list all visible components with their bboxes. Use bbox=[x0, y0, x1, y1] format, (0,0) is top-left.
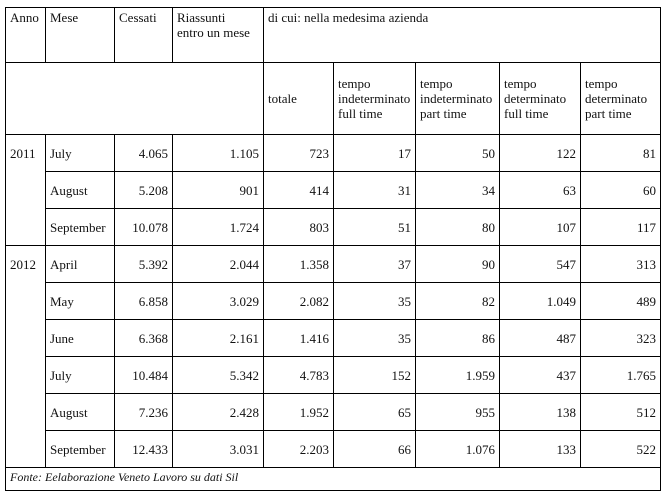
cell-anno bbox=[6, 320, 46, 357]
cell-mese: August bbox=[46, 394, 115, 431]
cell-mese: August bbox=[46, 172, 115, 209]
header-sub-3-line3: full time bbox=[504, 106, 549, 121]
cell-anno bbox=[6, 209, 46, 246]
header-sub-1-line1: tempo bbox=[338, 76, 371, 91]
cell-ind_full: 31 bbox=[334, 172, 416, 209]
cell-totale: 1.358 bbox=[264, 246, 334, 283]
cell-det_full: 107 bbox=[500, 209, 581, 246]
cell-ind_full: 17 bbox=[334, 135, 416, 172]
header-sub-1-line2: indeterminato bbox=[338, 91, 411, 106]
cell-ind_part: 50 bbox=[416, 135, 500, 172]
cell-anno bbox=[6, 431, 46, 468]
cell-riassunti: 2.044 bbox=[173, 246, 264, 283]
cell-ind_full: 37 bbox=[334, 246, 416, 283]
cell-det_part: 1.765 bbox=[581, 357, 661, 394]
cell-anno bbox=[6, 172, 46, 209]
cell-det_full: 133 bbox=[500, 431, 581, 468]
cell-cessati: 12.433 bbox=[115, 431, 173, 468]
cell-anno: 2012 bbox=[6, 246, 46, 283]
cell-mese: September bbox=[46, 431, 115, 468]
cell-cessati: 6.368 bbox=[115, 320, 173, 357]
cell-totale: 414 bbox=[264, 172, 334, 209]
cell-totale: 2.203 bbox=[264, 431, 334, 468]
cell-riassunti: 901 bbox=[173, 172, 264, 209]
cell-det_full: 1.049 bbox=[500, 283, 581, 320]
cell-det_part: 60 bbox=[581, 172, 661, 209]
header-row-2 bbox=[6, 63, 661, 135]
cell-det_part: 489 bbox=[581, 283, 661, 320]
header-sub-2 bbox=[416, 63, 500, 135]
header-sub-2-line2: indeterminato bbox=[420, 91, 493, 106]
cell-ind_full: 51 bbox=[334, 209, 416, 246]
cell-mese: July bbox=[46, 135, 115, 172]
cell-det_full: 547 bbox=[500, 246, 581, 283]
cell-riassunti: 5.342 bbox=[173, 357, 264, 394]
cell-ind_part: 80 bbox=[416, 209, 500, 246]
cell-det_full: 138 bbox=[500, 394, 581, 431]
cell-riassunti: 3.031 bbox=[173, 431, 264, 468]
header-riassunti-line2: entro un mese bbox=[177, 25, 250, 40]
cell-riassunti: 2.161 bbox=[173, 320, 264, 357]
cell-det_full: 63 bbox=[500, 172, 581, 209]
header-cessati: Cessati bbox=[115, 8, 173, 63]
header-riassunti bbox=[173, 8, 264, 63]
cell-det_part: 512 bbox=[581, 394, 661, 431]
cell-ind_full: 65 bbox=[334, 394, 416, 431]
header-riassunti-line1: Riassunti bbox=[177, 10, 226, 25]
cell-totale: 4.783 bbox=[264, 357, 334, 394]
header-sub-4-line1: tempo bbox=[585, 76, 618, 91]
header-row-1 bbox=[6, 8, 661, 63]
cell-totale: 803 bbox=[264, 209, 334, 246]
table-row bbox=[6, 394, 661, 431]
cell-anno bbox=[6, 394, 46, 431]
cell-ind_part: 86 bbox=[416, 320, 500, 357]
header-sub-2-line3: part time bbox=[420, 106, 467, 121]
header-sub-4 bbox=[581, 63, 661, 135]
cell-cessati: 5.392 bbox=[115, 246, 173, 283]
table-row bbox=[6, 209, 661, 246]
cell-anno bbox=[6, 357, 46, 394]
table-row bbox=[6, 431, 661, 468]
header-sub-1-line3: full time bbox=[338, 106, 383, 121]
cell-riassunti: 3.029 bbox=[173, 283, 264, 320]
cell-det_full: 437 bbox=[500, 357, 581, 394]
cell-ind_part: 955 bbox=[416, 394, 500, 431]
cell-riassunti: 2.428 bbox=[173, 394, 264, 431]
cell-riassunti: 1.105 bbox=[173, 135, 264, 172]
cell-mese: June bbox=[46, 320, 115, 357]
cell-cessati: 4.065 bbox=[115, 135, 173, 172]
source-note: Fonte: Eelaborazione Veneto Lavoro su dati Sil bbox=[6, 468, 661, 491]
cell-anno: 2011 bbox=[6, 135, 46, 172]
table-row bbox=[6, 135, 661, 172]
header-sub-3-line1: tempo bbox=[504, 76, 537, 91]
cell-mese: May bbox=[46, 283, 115, 320]
table-row bbox=[6, 246, 661, 283]
header-di-cui: di cui: nella medesima azienda bbox=[264, 8, 661, 63]
cell-totale: 1.416 bbox=[264, 320, 334, 357]
cell-cessati: 7.236 bbox=[115, 394, 173, 431]
table-row bbox=[6, 320, 661, 357]
cell-mese: September bbox=[46, 209, 115, 246]
cell-ind_part: 90 bbox=[416, 246, 500, 283]
cell-anno bbox=[6, 283, 46, 320]
header-sub-4-line2: determinato bbox=[585, 91, 648, 106]
cell-det_full: 122 bbox=[500, 135, 581, 172]
footer-row bbox=[6, 468, 661, 491]
cell-cessati: 10.078 bbox=[115, 209, 173, 246]
cell-cessati: 6.858 bbox=[115, 283, 173, 320]
cell-riassunti: 1.724 bbox=[173, 209, 264, 246]
cell-det_full: 487 bbox=[500, 320, 581, 357]
cell-ind_full: 66 bbox=[334, 431, 416, 468]
cell-ind_part: 1.076 bbox=[416, 431, 500, 468]
header-sub-0 bbox=[264, 63, 334, 135]
header-sub-2-line1: tempo bbox=[420, 76, 453, 91]
cell-det_part: 81 bbox=[581, 135, 661, 172]
table-row bbox=[6, 172, 661, 209]
header-mese: Mese bbox=[46, 8, 115, 63]
data-table bbox=[5, 7, 661, 491]
header-blank bbox=[6, 63, 264, 135]
header-sub-3 bbox=[500, 63, 581, 135]
header-sub-4-line3: part time bbox=[585, 106, 632, 121]
header-anno: Anno bbox=[6, 8, 46, 63]
table-row bbox=[6, 357, 661, 394]
cell-ind_part: 82 bbox=[416, 283, 500, 320]
data-table-wrapper bbox=[5, 7, 661, 491]
cell-det_part: 323 bbox=[581, 320, 661, 357]
cell-det_part: 117 bbox=[581, 209, 661, 246]
cell-cessati: 10.484 bbox=[115, 357, 173, 394]
cell-totale: 723 bbox=[264, 135, 334, 172]
cell-ind_full: 152 bbox=[334, 357, 416, 394]
header-sub-3-line2: determinato bbox=[504, 91, 567, 106]
cell-totale: 2.082 bbox=[264, 283, 334, 320]
header-sub-1 bbox=[334, 63, 416, 135]
cell-ind_part: 34 bbox=[416, 172, 500, 209]
cell-ind_full: 35 bbox=[334, 320, 416, 357]
cell-mese: April bbox=[46, 246, 115, 283]
cell-totale: 1.952 bbox=[264, 394, 334, 431]
table-row bbox=[6, 283, 661, 320]
cell-mese: July bbox=[46, 357, 115, 394]
cell-cessati: 5.208 bbox=[115, 172, 173, 209]
header-sub-0-line1: totale bbox=[268, 91, 297, 106]
cell-ind_part: 1.959 bbox=[416, 357, 500, 394]
cell-det_part: 313 bbox=[581, 246, 661, 283]
cell-det_part: 522 bbox=[581, 431, 661, 468]
cell-ind_full: 35 bbox=[334, 283, 416, 320]
